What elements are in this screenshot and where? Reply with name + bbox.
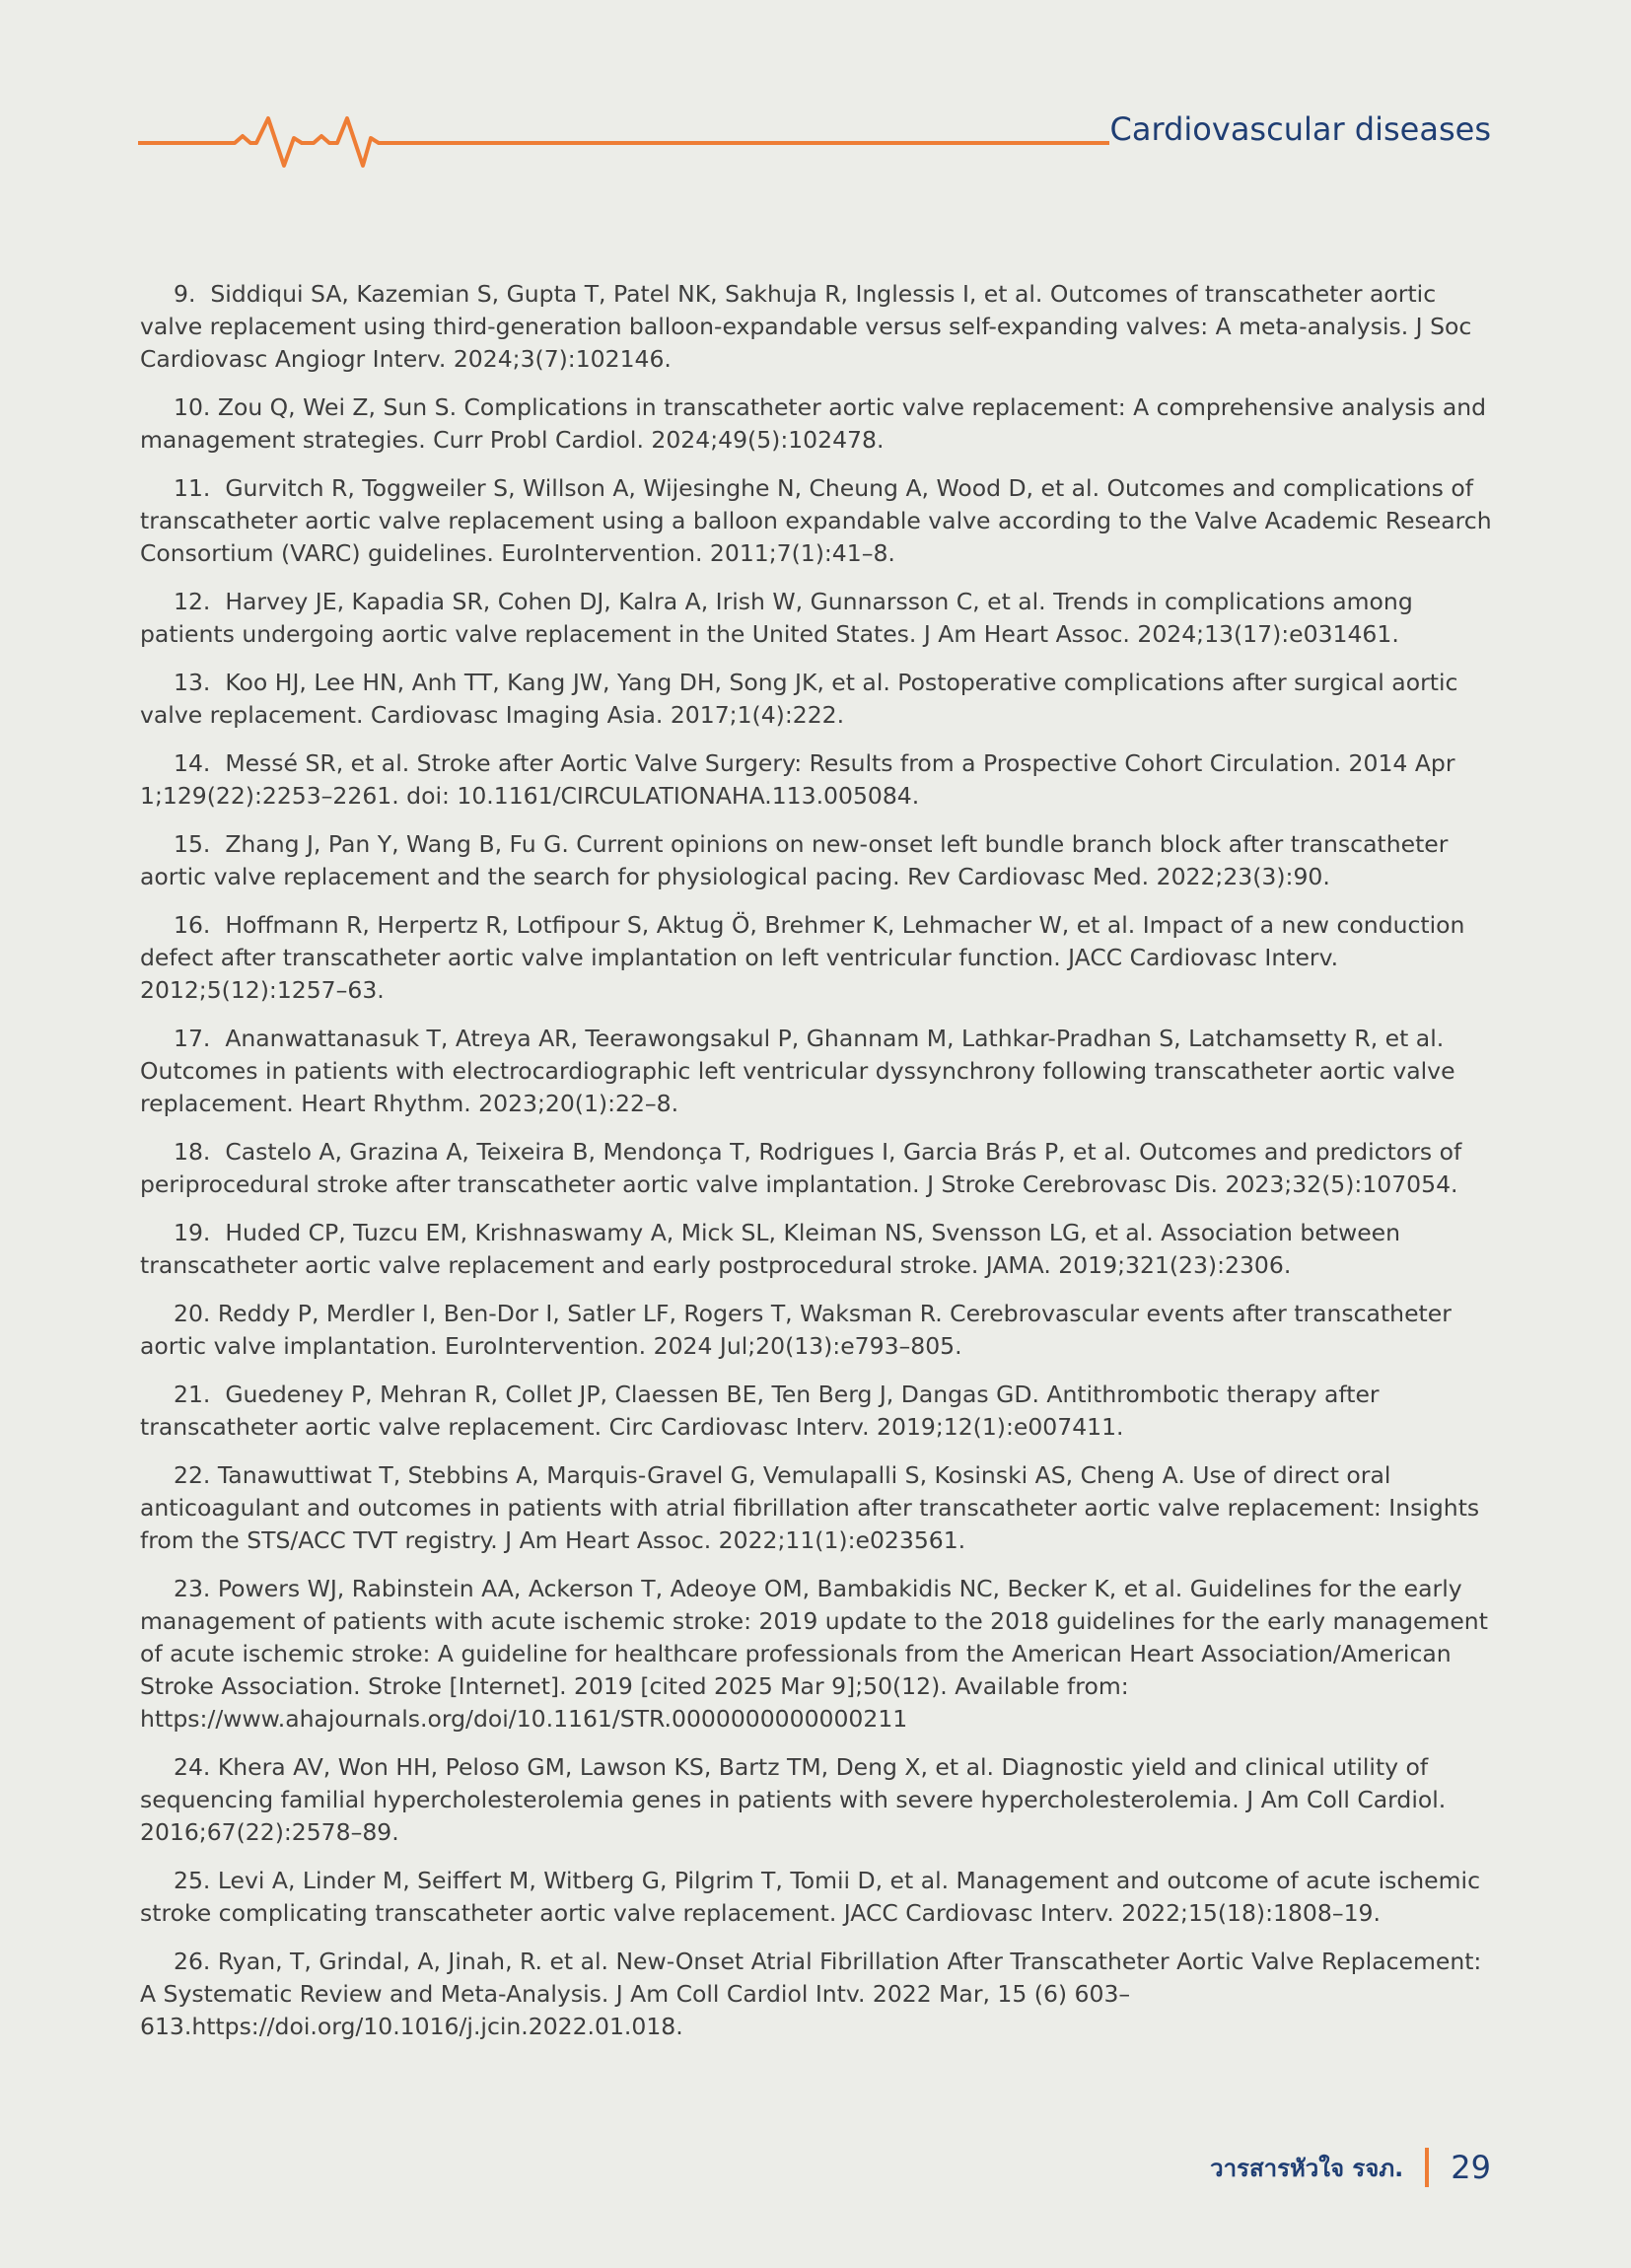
footer-divider — [1425, 2148, 1429, 2187]
reference-item: 15. Zhang J, Pan Y, Wang B, Fu G. Current opinions on new-onset left bundle branch block after transcatheter aortic valve replacement and the search for physiological pacing. Rev Cardiovasc Med. 2022;23(3):90. — [140, 830, 1449, 890]
reference-item: 21. Guedeney P, Mehran R, Collet JP, Claessen BE, Ten Berg J, Dangas GD. Antithrombotic therapy after transcatheter aortic valve replacement. Circ Cardiovasc Interv. 2019;12(1):e007411. — [140, 1381, 1380, 1441]
reference-list — [140, 278, 1495, 2059]
reference-item: 17. Ananwattanasuk T, Atreya AR, Teerawongsakul P, Ghannam M, Lathkar-Pradhan S, Latchamsetty R, et al. Outcomes in patients with electrocardiographic left ventricular dyssynchrony following transcatheter aortic valve replacement. Heart Rhythm. 2023;20(1):22–8. — [140, 1025, 1455, 1117]
reference-item: 25. Levi A, Linder M, Seiffert M, Witberg G, Pilgrim T, Tomii D, et al. Management and outcome of acute ischemic stroke complicating transcatheter aortic valve replacement. JACC Cardiovasc Interv. 2022;15(18):1808–19. — [140, 1867, 1480, 1927]
reference-item: 11. Gurvitch R, Toggweiler S, Willson A, Wijesinghe N, Cheung A, Wood D, et al. Outcomes and complications of transcatheter aortic valve replacement using a balloon expandable valve according to the Valve Academic Research Consortium (VARC) guidelines. EuroIntervention. 2011;7(1):41–8. — [140, 474, 1492, 567]
reference-item: 12. Harvey JE, Kapadia SR, Cohen DJ, Kalra A, Irish W, Gunnarsson C, et al. Trends in complications among patients undergoing aortic valve replacement in the United States. J Am Heart Assoc. 2024;13(17):e031461. — [140, 588, 1413, 648]
reference-item: 24. Khera AV, Won HH, Peloso GM, Lawson KS, Bartz TM, Deng X, et al. Diagnostic yield and clinical utility of sequencing familial hypercholesterolemia genes in patients with severe hypercholesterolemia. J Am Coll Cardiol. 2016;67(22):2578–89. — [140, 1753, 1447, 1846]
reference-item: 10. Zou Q, Wei Z, Sun S. Complications in transcatheter aortic valve replacement: A comprehensive analysis and management strategies. Curr Probl Cardiol. 2024;49(5):102478. — [140, 393, 1487, 454]
reference-item: 18. Castelo A, Grazina A, Teixeira B, Mendonça T, Rodrigues I, Garcia Brás P, et al. Outcomes and predictors of periprocedural stroke after transcatheter aortic valve implantation. J Stroke Cerebrovasc Dis. 2023;32(5):107054. — [140, 1138, 1462, 1198]
reference-item: 13. Koo HJ, Lee HN, Anh TT, Kang JW, Yang DH, Song JK, et al. Postoperative complications after surgical aortic valve replacement. Cardiovasc Imaging Asia. 2017;1(4):222. — [140, 669, 1458, 729]
reference-item: 20. Reddy P, Merdler I, Ben-Dor I, Satler LF, Rogers T, Waksman R. Cerebrovascular events after transcatheter aortic valve implantation. EuroIntervention. 2024 Jul;20(13):e793–805. — [140, 1300, 1452, 1360]
reference-item: 14. Messé SR, et al. Stroke after Aortic Valve Surgery: Results from a Prospective Cohort Circulation. 2014 Apr 1;129(22):2253–2261. doi: 10.1161/CIRCULATIONAHA.113.005084. — [140, 749, 1455, 810]
page-footer — [1210, 2148, 1491, 2187]
section-title: Cardiovascular diseases — [1109, 110, 1491, 148]
heartbeat-line-icon — [138, 106, 1109, 170]
journal-name: วารสารหัวใจ รจภ. — [1210, 2154, 1404, 2182]
reference-item: 23. Powers WJ, Rabinstein AA, Ackerson T, Adeoye OM, Bambakidis NC, Becker K, et al. Guidelines for the early management of patients with acute ischemic stroke: 2019 update to the 2018 guidelines for the early management of acute ischemic stroke: A guideline for healthcare professionals from the American Heart Association/American Stroke Association. Stroke [Internet]. 2019 [cited 2025 Mar 9];50(12). Available from: https://www.ahajournals.org/doi/10.1161/STR.0000000000000211 — [140, 1575, 1488, 1733]
reference-item: 16. Hoffmann R, Herpertz R, Lotfipour S, Aktug Ö, Brehmer K, Lehmacher W, et al. Impact of a new conduction defect after transcatheter aortic valve implantation on left ventricular function. JACC Cardiovasc Interv. 2012;5(12):1257–63. — [140, 911, 1465, 1004]
page-number: 29 — [1451, 2149, 1491, 2186]
reference-item: 9. Siddiqui SA, Kazemian S, Gupta T, Patel NK, Sakhuja R, Inglessis I, et al. Outcomes of transcatheter aortic valve replacement using third-generation balloon-expandable versus self-expanding valves: A meta-analysis. J Soc Cardiovasc Angiogr Interv. 2024;3(7):102146. — [140, 280, 1472, 373]
reference-item: 19. Huded CP, Tuzcu EM, Krishnaswamy A, Mick SL, Kleiman NS, Svensson LG, et al. Association between transcatheter aortic valve replacement and early postprocedural stroke. JAMA. 2019;321(23):2306. — [140, 1219, 1401, 1279]
reference-item: 22. Tanawuttiwat T, Stebbins A, Marquis-Gravel G, Vemulapalli S, Kosinski AS, Cheng A. Use of direct oral anticoagulant and outcomes in patients with atrial fibrillation after transcatheter aortic valve replacement: Insights from the STS/ACC TVT registry. J Am Heart Assoc. 2022;11(1):e023561. — [140, 1461, 1480, 1554]
reference-item: 26. Ryan, T, Grindal, A, Jinah, R. et al. New-Onset Atrial Fibrillation After Transcatheter Aortic Valve Replacement: A Systematic Review and Meta-Analysis. J Am Coll Cardiol Intv. 2022 Mar, 15 (6) 603–613.https://doi.org/10.1016/j.jcin.2022.01.018. — [140, 1948, 1482, 2040]
